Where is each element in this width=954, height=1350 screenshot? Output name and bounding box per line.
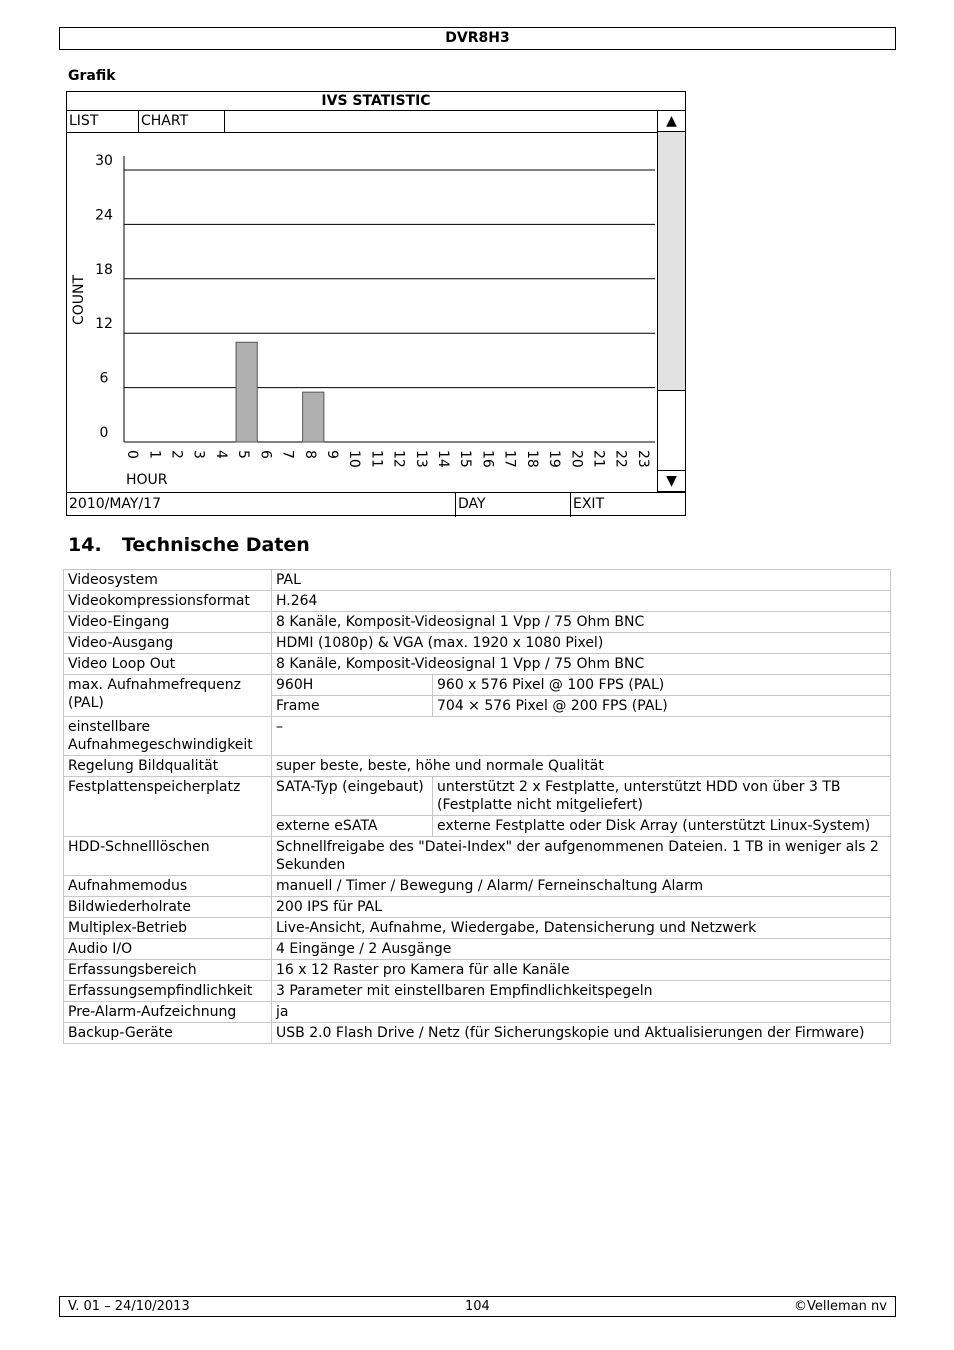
spec-key: HDD-Schnelllöschen — [64, 837, 272, 876]
x-tick-label: 20 — [568, 450, 585, 468]
ivs-chart — [67, 132, 657, 492]
table-row — [64, 981, 891, 1002]
x-tick-label: 9 — [323, 450, 340, 459]
scroll-up-button[interactable]: ▲ — [657, 110, 685, 132]
spec-value: 3 Parameter mit einstellbaren Empfindlichkeitspegeln — [272, 981, 891, 1002]
spec-value: 200 IPS für PAL — [272, 897, 891, 918]
section-heading — [68, 534, 310, 556]
spec-subkey: externe eSATA — [272, 816, 433, 837]
spec-value: 16 x 12 Raster pro Kamera für alle Kanäle — [272, 960, 891, 981]
x-tick-label: 3 — [190, 450, 207, 459]
spec-key: Video Loop Out — [64, 654, 272, 675]
table-row — [64, 837, 891, 876]
table-row — [64, 918, 891, 939]
spec-key: Regelung Bildqualität — [64, 756, 272, 777]
table-row — [64, 591, 891, 612]
spec-key: Audio I/O — [64, 939, 272, 960]
spec-key: Video-Eingang — [64, 612, 272, 633]
x-tick-label: 10 — [346, 450, 363, 468]
y-tick-label: 24 — [95, 207, 113, 224]
spec-key: Erfassungsbereich — [64, 960, 272, 981]
spec-key: Erfassungsempfindlichkeit — [64, 981, 272, 1002]
spec-key: Backup-Geräte — [64, 1023, 272, 1044]
ivs-footer — [67, 492, 685, 517]
spec-key: Pre-Alarm-Aufzeichnung — [64, 1002, 272, 1023]
spec-subkey: SATA-Typ (eingebaut) — [272, 777, 433, 816]
y-tick-label: 0 — [99, 425, 109, 441]
table-row — [64, 633, 891, 654]
spec-key: Festplattenspeicherplatz — [64, 777, 272, 837]
x-tick-label: 8 — [301, 450, 318, 459]
spec-key: max. Aufnahmefrequenz (PAL) — [64, 675, 272, 717]
x-tick-label: 7 — [279, 450, 296, 459]
table-row — [64, 570, 891, 591]
table-row — [64, 612, 891, 633]
x-tick-label: 12 — [390, 450, 407, 468]
x-tick-label: 11 — [368, 450, 385, 468]
spec-value: ja — [272, 1002, 891, 1023]
table-row — [64, 756, 891, 777]
table-row — [64, 897, 891, 918]
scrollbar-track[interactable] — [657, 132, 685, 470]
ivs-statistic-window — [66, 91, 686, 516]
spec-key: Bildwiederholrate — [64, 897, 272, 918]
spec-value: 704 × 576 Pixel @ 200 FPS (PAL) — [433, 696, 891, 717]
y-tick-label: 6 — [99, 370, 109, 387]
spec-value: 4 Eingänge / 2 Ausgänge — [272, 939, 891, 960]
y-tick-label: 18 — [95, 261, 113, 278]
day-button[interactable]: DAY — [456, 493, 571, 517]
copyright-text: ©Velleman nv — [793, 1299, 887, 1314]
model-name: DVR8H3 — [445, 30, 510, 46]
table-row — [64, 960, 891, 981]
spec-value: H.264 — [272, 591, 891, 612]
x-tick-label: 1 — [146, 450, 163, 459]
x-tick-label: 17 — [501, 450, 518, 468]
tab-chart[interactable]: CHART — [139, 110, 225, 132]
table-row — [64, 1023, 891, 1044]
version-text: V. 01 – 24/10/2013 — [68, 1299, 190, 1314]
spec-key: Video-Ausgang — [64, 633, 272, 654]
y-tick-label: 30 — [95, 153, 113, 169]
spec-value: – — [272, 717, 891, 756]
page-number: 104 — [465, 1299, 490, 1314]
x-tick-label: 21 — [590, 450, 607, 468]
x-tick-label: 14 — [435, 450, 452, 468]
spec-table — [63, 569, 891, 1044]
spec-subkey: 960H — [272, 675, 433, 696]
x-tick-label: 2 — [168, 450, 185, 459]
table-row — [64, 1002, 891, 1023]
x-tick-label: 19 — [546, 450, 563, 468]
x-tick-label: 0 — [124, 450, 141, 459]
spec-key: Multiplex-Betrieb — [64, 918, 272, 939]
spec-value: 8 Kanäle, Komposit-Videosignal 1 Vpp / 75 Ohm BNC — [272, 654, 891, 675]
spec-value: Schnellfreigabe des "Datei-Index" der aufgenommenen Dateien. 1 TB in weniger als 2 Sekunden — [272, 837, 891, 876]
ivs-title: IVS STATISTIC — [67, 92, 685, 111]
spec-value: USB 2.0 Flash Drive / Netz (für Sicherungskopie und Aktualisierungen der Firmware) — [272, 1023, 891, 1044]
x-tick-label: 16 — [479, 450, 496, 468]
exit-button[interactable]: EXIT — [573, 496, 605, 512]
tab-list[interactable]: LIST — [67, 110, 139, 132]
bar — [303, 392, 324, 442]
x-tick-label: 18 — [523, 450, 540, 468]
spec-value: Live-Ansicht, Aufnahme, Wiedergabe, Datensicherung und Netzwerk — [272, 918, 891, 939]
bar — [236, 342, 257, 442]
y-tick-label: 12 — [95, 316, 113, 333]
x-tick-label: 15 — [457, 450, 474, 468]
y-axis-label: COUNT — [71, 274, 87, 326]
table-row — [64, 675, 891, 696]
x-tick-label: 13 — [412, 450, 429, 468]
spec-value: unterstützt 2 x Festplatte, unterstützt HDD von über 3 TB (Festplatte nicht mitgeliefert) — [433, 777, 891, 816]
document-header — [59, 27, 896, 50]
x-tick-label: 6 — [257, 450, 274, 459]
spec-value: PAL — [272, 570, 891, 591]
spec-key: Aufnahmemodus — [64, 876, 272, 897]
x-tick-label: 23 — [634, 450, 651, 468]
x-tick-label: 22 — [612, 450, 629, 468]
table-row — [64, 717, 891, 756]
x-tick-label: 5 — [235, 450, 252, 459]
spec-key: Videokompressionsformat — [64, 591, 272, 612]
scrollbar-thumb[interactable] — [658, 132, 685, 391]
x-axis-label: HOUR — [126, 472, 168, 488]
spec-subkey: Frame — [272, 696, 433, 717]
tab-empty — [225, 110, 657, 132]
table-row — [64, 654, 891, 675]
spec-value: manuell / Timer / Bewegung / Alarm/ Ferneinschaltung Alarm — [272, 876, 891, 897]
spec-key: Videosystem — [64, 570, 272, 591]
spec-value: HDMI (1080p) & VGA (max. 1920 x 1080 Pixel) — [272, 633, 891, 654]
section-label: Grafik — [68, 68, 116, 84]
x-tick-label: 4 — [212, 450, 229, 459]
spec-key: einstellbare Aufnahmegeschwindigkeit — [64, 717, 272, 756]
spec-value: 8 Kanäle, Komposit-Videosignal 1 Vpp / 75 Ohm BNC — [272, 612, 891, 633]
date-display: 2010/MAY/17 — [67, 493, 456, 517]
spec-value: 960 x 576 Pixel @ 100 FPS (PAL) — [433, 675, 891, 696]
table-row — [64, 876, 891, 897]
table-row — [64, 939, 891, 960]
spec-value: externe Festplatte oder Disk Array (unterstützt Linux-System) — [433, 816, 891, 837]
ivs-tab-bar — [67, 110, 657, 133]
document-footer — [59, 1296, 896, 1317]
spec-value: super beste, beste, höhe und normale Qualität — [272, 756, 891, 777]
section-title: Technische Daten — [122, 534, 310, 556]
scroll-down-button[interactable]: ▼ — [657, 470, 685, 492]
section-number: 14. — [68, 534, 102, 556]
table-row — [64, 777, 891, 816]
